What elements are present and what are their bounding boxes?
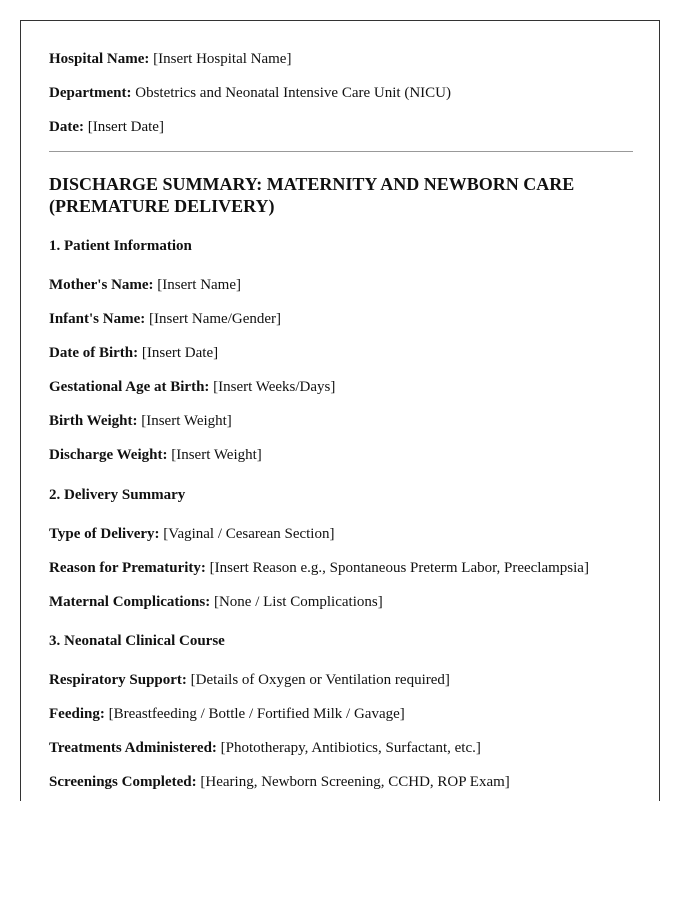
mothers-name-label: Mother's Name: [49,277,154,293]
gestational-age-label: Gestational Age at Birth: [49,379,210,395]
section-heading-neonatal-clinical-course: 3. Neonatal Clinical Course [49,633,225,649]
document-page [20,20,660,801]
feeding-value: [Breastfeeding / Bottle / Fortified Milk / Gavage] [108,706,405,722]
type-of-delivery-value: [Vaginal / Cesarean Section] [163,526,335,542]
respiratory-support-field [49,671,450,689]
discharge-weight-value: [Insert Weight] [171,447,262,463]
feeding-label: Feeding: [49,706,105,722]
maternal-complications-field [49,593,383,611]
section-heading-delivery-summary: 2. Delivery Summary [49,487,186,503]
department-field [49,84,451,102]
screenings-completed-value: [Hearing, Newborn Screening, CCHD, ROP Exam] [200,774,510,790]
infants-name-field [49,310,281,328]
header-divider [49,151,633,152]
hospital-name-label: Hospital Name: [49,51,150,67]
infants-name-label: Infant's Name: [49,311,146,327]
department-label: Department: [49,85,132,101]
type-of-delivery-field [49,525,334,543]
type-of-delivery-label: Type of Delivery: [49,526,160,542]
hospital-name-field [49,50,291,68]
birth-weight-label: Birth Weight: [49,413,138,429]
discharge-weight-field [49,446,262,464]
gestational-age-value: [Insert Weeks/Days] [213,379,336,395]
treatments-administered-value: [Phototherapy, Antibiotics, Surfactant, etc.] [220,740,481,756]
reason-for-prematurity-label: Reason for Prematurity: [49,560,206,576]
mothers-name-value: [Insert Name] [157,277,242,293]
hospital-name-value: [Insert Hospital Name] [153,51,292,67]
reason-for-prematurity-value: [Insert Reason e.g., Spontaneous Preterm Labor, Preeclampsia] [209,560,589,576]
gestational-age-field [49,378,335,396]
screenings-completed-field [49,773,510,791]
date-label: Date: [49,119,84,135]
discharge-weight-label: Discharge Weight: [49,447,168,463]
department-value: Obstetrics and Neonatal Intensive Care Unit (NICU) [135,85,451,101]
birth-weight-value: [Insert Weight] [141,413,232,429]
date-value: [Insert Date] [87,119,164,135]
section-heading-patient-information: 1. Patient Information [49,238,192,254]
maternal-complications-label: Maternal Complications: [49,594,211,610]
respiratory-support-label: Respiratory Support: [49,672,187,688]
date-of-birth-value: [Insert Date] [141,345,219,361]
feeding-field [49,705,405,723]
treatments-administered-field [49,739,481,757]
birth-weight-field [49,412,232,430]
document-title: DISCHARGE SUMMARY: MATERNITY AND NEWBORN CARE (PREMATURE DELIVERY) [49,174,575,216]
screenings-completed-label: Screenings Completed: [49,774,197,790]
infants-name-value: [Insert Name/Gender] [149,311,282,327]
mothers-name-field [49,276,241,294]
treatments-administered-label: Treatments Administered: [49,740,217,756]
maternal-complications-value: [None / List Complications] [213,594,383,610]
date-of-birth-label: Date of Birth: [49,345,139,361]
date-of-birth-field [49,344,218,362]
respiratory-support-value: [Details of Oxygen or Ventilation required] [190,672,450,688]
date-field [49,118,164,136]
reason-for-prematurity-field [49,559,589,577]
